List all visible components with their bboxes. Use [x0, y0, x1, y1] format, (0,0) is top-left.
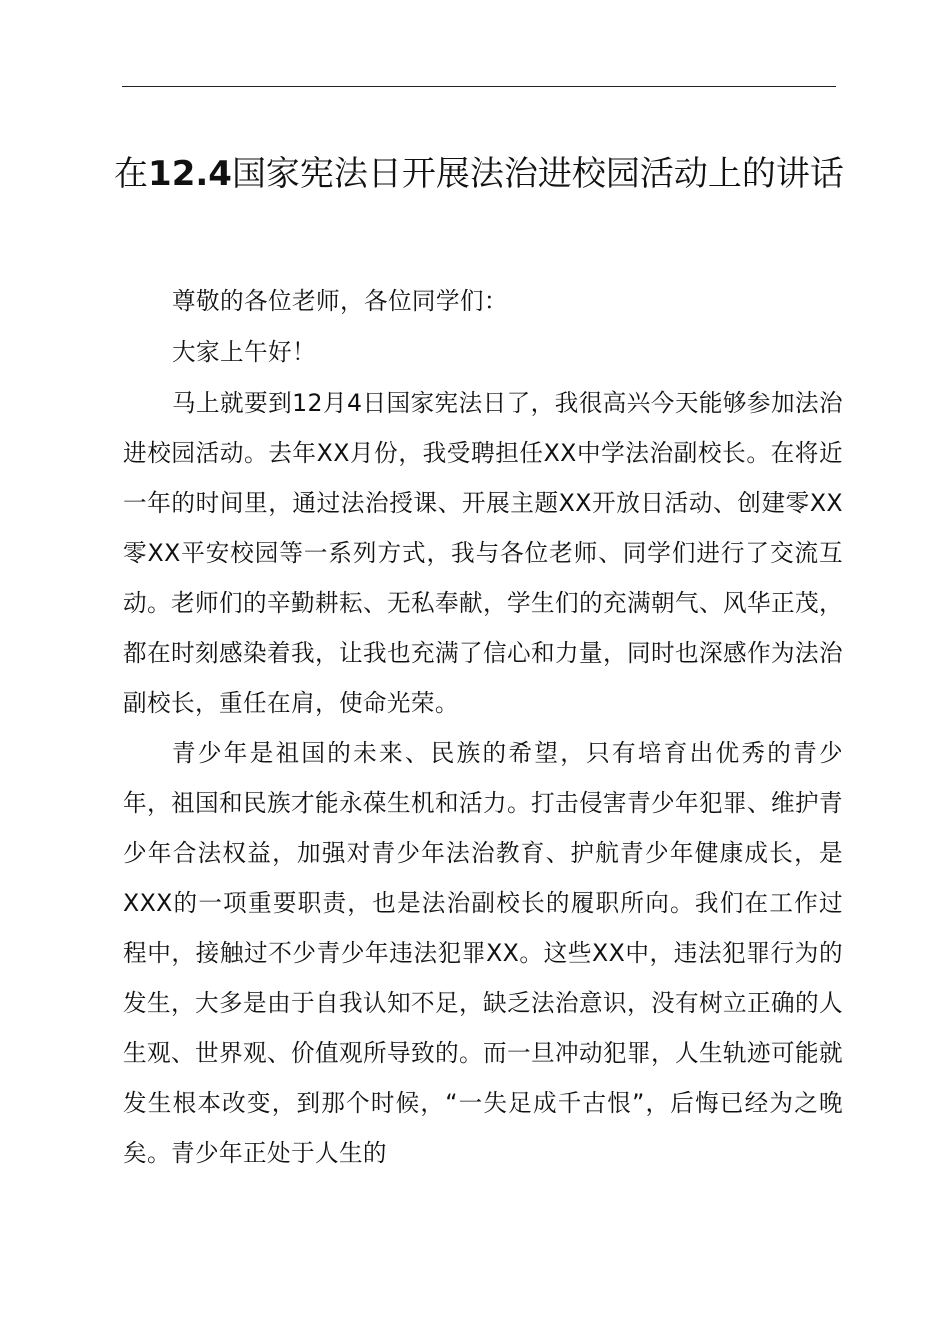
header-rule	[122, 86, 836, 87]
title-prefix: 在	[114, 154, 149, 194]
document-body	[123, 276, 843, 1178]
paragraph: 马上就要到12月4日国家宪法日了，我很高兴今天能够参加法治进校园活动。去年XX月份，我受聘担任XX中学法治副校长。在将近一年的时间里，通过法治授课、开展主题XX开放日活动、创建零XX零XX平安校园等一系列方式，我与各位老师、同学们进行了交流互动。老师们的辛勤耕耘、无私奉献，学生们的充满朝气、风华正茂，都在时刻感染着我，让我也充满了信心和力量，同时也深感作为法治副校长，重任在肩，使命光荣。	[123, 389, 843, 717]
title-suffix: 国家宪法日开展法治进校园活动上的讲话	[231, 154, 844, 194]
paragraph: 青少年是祖国的未来、民族的希望，只有培育出优秀的青少年，祖国和民族才能永葆生机和活力。打击侵害青少年犯罪、维护青少年合法权益，加强对青少年法治教育、护航青少年健康成长，是XXX的一项重要职责，也是法治副校长的履职所向。我们在工作过程中，接触过不少青少年违法犯罪XX。这些XX中，违法犯罪行为的发生，大多是由于自我认知不足，缺乏法治意识，没有树立正确的人生观、世界观、价值观所导致的。而一旦冲动犯罪，人生轨迹可能就发生根本改变，到那个时候，“一失足成千古恨”，后悔已经为之晚矣。青少年正处于人生的	[123, 739, 843, 1167]
document-title	[110, 148, 848, 200]
greeting: 大家上午好！	[172, 338, 316, 366]
title-number: 12.4	[148, 154, 232, 194]
salutation: 尊敬的各位老师，各位同学们：	[172, 287, 508, 315]
